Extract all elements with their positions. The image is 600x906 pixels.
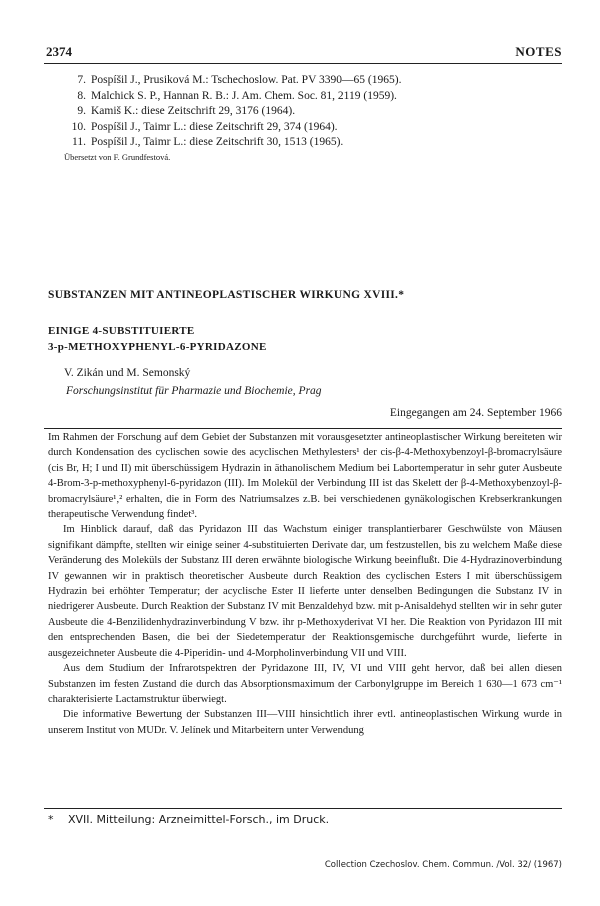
running-header	[46, 44, 562, 64]
reference-item: 9. Kamiš K.: diese Zeitschrift 29, 3176 (1964).	[77, 105, 296, 117]
received-date: Eingegangen am 24. September 1966	[389, 407, 562, 419]
title-rule	[44, 428, 562, 429]
reference-item: 10. Pospíšil J., Taimr L.: diese Zeitschrift 29, 374 (1964).	[71, 120, 338, 133]
paragraph: Aus dem Studium der Infrarotspektren der Pyridazone III, IV, VI und VIII geht hervor, daß bei allen diesen Substanzen im festen Zustand die durch das Absorptionsmaximum der Carbonylgruppe im Bereich 1 630—1 673 cm⁻¹ charakterisierte Lactamstruktur überwiegt.	[48, 663, 562, 705]
page-number: 2374	[46, 44, 72, 59]
institute: Forschungsinstitut für Pharmazie und Biochemie, Prag	[66, 385, 322, 397]
footnote-text: XVII. Mitteilung: Arzneimittel-Forsch., im Druck.	[68, 813, 330, 826]
footnote	[48, 813, 329, 826]
reference-item: 11. Pospíšil J., Taimr L.: diese Zeitschrift 30, 1513 (1965).	[72, 136, 344, 148]
paragraph: Im Rahmen der Forschung auf dem Gebiet der Substanzen mit vorausgesetzter antineoplastischer Wirkung bereiteten wir durch Kondensation des cyclischen sowie des acyclischen Methylesters¹ der cis-β-4-Methoxybenzoyl-β-bromacrylsäure (cis Br, H; I und II) mit überschüssigem Hydrazin in äthanolischem Medium bei Labortemperatur in sehr guter Ausbeute 4-Brom-3-p-methoxyphenyl-6-pyridazon (III). Im Molekül der Verbindung III ist das Skelett der β-4-Methoxybenzoyl-β-bromacrylsäure¹,² erhalten, die in Form des Natriumsalzes z.B. bei verschiedenen gynäkologischen Krebserkrankungen therapeutische Verwendung findet³.	[48, 432, 562, 521]
article-subtitle-1: EINIGE 4-SUBSTITUIERTE	[48, 325, 195, 337]
paragraph: Die informative Bewertung der Substanzen III—VIII hinsichtlich ihrer evtl. antineoplastischen Wirkung wurde in unserem Institut von MUDr. V. Jelínek und Mitarbeitern unter Verwendung	[48, 709, 562, 736]
footnote-mark: *	[48, 813, 54, 826]
reference-item: 8. Malchick S. P., Hannan R. B.: J. Am. Chem. Soc. 81, 2119 (1959).	[77, 89, 397, 102]
article-body	[48, 430, 562, 738]
reference-list	[64, 73, 564, 151]
journal-citation: Collection Czechoslov. Chem. Commun. /Vol. 32/ (1967)	[324, 860, 562, 870]
section-name: NOTES	[515, 44, 562, 59]
reference-item: 7. Pospíšil J., Prusiková M.: Tschechoslow. Pat. PV 3390—65 (1965).	[77, 74, 402, 86]
paragraph: Im Hinblick darauf, daß das Pyridazon III das Wachstum einiger transplantierbarer Geschwülste von Mäusen signifikant dämpfte, stellten wir einige seiner 4-substituierten Derivate dar, um festzustellen, bis zu welchem Maße diese Veränderung des Moleküls der Substanz III deren erwähnte biologische Wirkung beeinflußt. Die 4-Hydrazinoverbindung IV gewannen wir in praktisch theoretischer Ausbeute durch Reaktion des cyclischen Esters I mit überschüssigem Hydrazin bei erhöhter Temperatur; der acyclische Ester II lieferte unter denselben Bedingungen die Substanz IV in niedrigerer Ausbeute. Durch Reaktion der Substanz IV mit Benzaldehyd bzw. mit p-Anisaldehyd stellten wir in sehr guter Ausbeute die 4-Benzilidenhydrazinverbindung V bzw. ihr p-Methoxyderivat VI her. Die Reaktion von Pyridazon III mit den entsprechenden Basen, die bei der Siedetemperatur der Reaktionsgemische durchgeführt wurde, lieferte in ausgezeichneter Ausbeute die 4-Piperidin- und 4-Morpholinverbindung VII und VIII.	[48, 524, 562, 659]
footnote-rule	[44, 808, 562, 809]
translator-note: Übersetzt von F. Grundfestová.	[64, 152, 171, 162]
header-rule	[44, 63, 562, 64]
article-title: SUBSTANZEN MIT ANTINEOPLASTISCHER WIRKUNG XVIII.*	[48, 289, 405, 301]
article-subtitle-2: 3-p-METHOXYPHENYL-6-PYRIDAZONE	[48, 341, 267, 353]
authors: V. Zikán und M. Semonský	[64, 367, 191, 379]
